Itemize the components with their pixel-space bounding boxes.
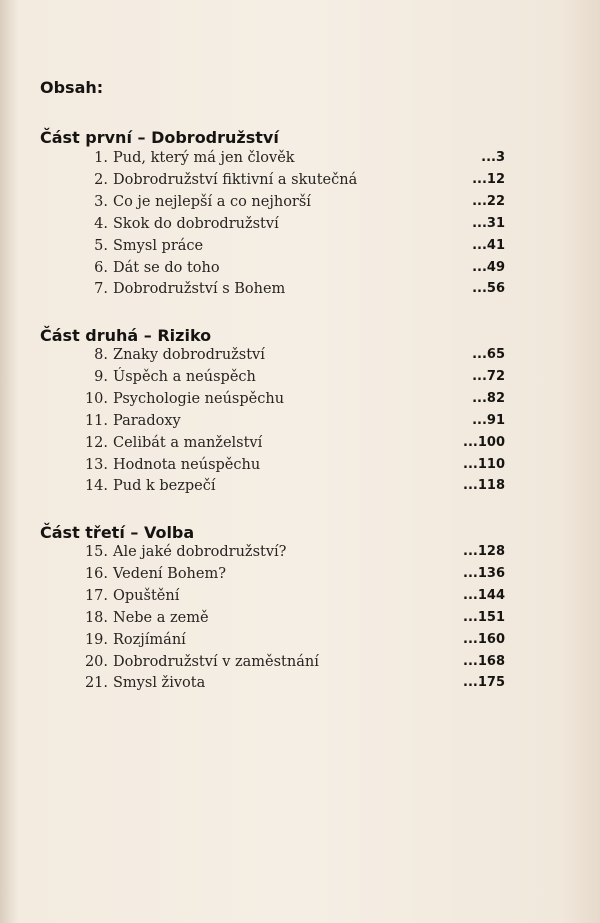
chapter-title: Celibát a manželství: [113, 434, 263, 451]
chapter-number: 12.: [84, 434, 108, 451]
chapter-number: 15.: [84, 544, 108, 560]
chapter-title: Paradoxy: [113, 412, 181, 429]
chapter-number: 1.: [94, 150, 108, 166]
chapter-title: Pud k bezpečí: [113, 478, 216, 495]
chapter-page-number: ...128: [463, 544, 505, 559]
chapter-page-number: ...65: [472, 347, 505, 362]
toc-entry: [40, 457, 505, 479]
toc-entry: [40, 194, 505, 216]
chapter-page-number: ...49: [472, 259, 505, 275]
toc-entry: [40, 216, 505, 238]
chapter-page-number: ...160: [463, 631, 505, 647]
chapter-number: 6.: [94, 259, 108, 276]
chapter-title: Opuštění: [113, 587, 180, 604]
toc-entry: [40, 610, 505, 632]
chapter-title: Dobrodružství v zaměstnání: [113, 653, 319, 670]
chapter-number: 8.: [94, 347, 108, 363]
toc-entry: [40, 435, 505, 457]
chapter-number: 4.: [94, 215, 108, 232]
chapter-page-number: ...31: [472, 215, 505, 231]
toc-entry: [40, 172, 505, 194]
chapter-number: 18.: [84, 609, 108, 626]
chapter-page-number: ...41: [472, 237, 505, 253]
chapter-page-number: ...56: [472, 281, 505, 297]
toc-entry: [40, 478, 505, 500]
chapter-page-number: ...151: [463, 609, 505, 625]
chapter-number: 9.: [94, 368, 108, 385]
chapter-page-number: ...3: [481, 150, 505, 165]
chapter-title: Smysl práce: [113, 237, 204, 254]
chapter-page-number: ...22: [472, 193, 505, 209]
toc-entry: [40, 413, 505, 435]
chapter-page-number: ...168: [463, 653, 505, 669]
chapter-number: 21.: [84, 675, 108, 692]
toc-entry: [40, 654, 505, 676]
chapter-title: Nebe a země: [113, 609, 209, 626]
chapter-number: 2.: [94, 171, 108, 188]
chapter-number: 20.: [84, 653, 108, 670]
chapter-title: Úspěch a neúspěch: [113, 368, 256, 385]
toc-entry: [40, 238, 505, 260]
chapter-page-number: ...118: [463, 478, 505, 494]
toc-entry: [40, 391, 505, 413]
chapter-page-number: ...110: [463, 456, 505, 472]
chapter-title: Skok do dobrodružství: [113, 215, 279, 232]
toc-entry: [40, 675, 505, 697]
toc-entry: [40, 347, 505, 369]
chapter-page-number: ...136: [463, 565, 505, 581]
chapter-title: Hodnota neúspěchu: [113, 456, 261, 473]
chapter-title: Smysl života: [113, 675, 206, 692]
chapter-page-number: ...144: [463, 587, 505, 603]
chapter-number: 13.: [84, 456, 108, 473]
chapter-page-number: ...82: [472, 390, 505, 406]
chapter-page-number: ...72: [472, 368, 505, 384]
chapter-title: Ale jaké dobrodružství?: [113, 544, 287, 560]
toc-entry: [40, 281, 505, 303]
chapter-title: Znaky dobrodružství: [113, 347, 265, 363]
chapter-page-number: ...175: [463, 675, 505, 691]
toc-entry: [40, 588, 505, 610]
part-heading-1: Část první – Dobrodružství: [40, 128, 279, 147]
chapter-title: Psychologie neúspěchu: [113, 390, 285, 407]
chapter-title: Vedení Bohem?: [113, 565, 226, 582]
toc-title: Obsah:: [40, 78, 104, 97]
chapter-number: 3.: [94, 193, 108, 210]
toc-entry: [40, 260, 505, 282]
chapter-number: 7.: [94, 281, 108, 298]
chapter-page-number: ...91: [472, 412, 505, 428]
chapter-number: 16.: [84, 565, 108, 582]
chapter-number: 5.: [94, 237, 108, 254]
toc-entry: [40, 544, 505, 566]
toc-entry: [40, 150, 505, 172]
chapter-number: 10.: [84, 390, 108, 407]
part-heading-2: Část druhá – Riziko: [40, 326, 212, 345]
part-heading-3: Část třetí – Volba: [40, 523, 195, 542]
chapter-title: Dobrodružství s Bohem: [113, 281, 286, 298]
chapter-title: Co je nejlepší a co nejhorší: [113, 193, 311, 210]
chapter-number: 19.: [84, 631, 108, 648]
toc-entry: [40, 632, 505, 654]
chapter-page-number: ...100: [463, 434, 505, 450]
chapter-title: Rozjímání: [113, 631, 186, 648]
toc-entry: [40, 566, 505, 588]
chapter-number: 11.: [84, 412, 108, 429]
chapter-title: Dát se do toho: [113, 259, 220, 276]
chapter-number: 17.: [84, 587, 108, 604]
chapter-number: 14.: [84, 478, 108, 495]
toc-entry: [40, 369, 505, 391]
chapter-title: Dobrodružství fiktivní a skutečná: [113, 171, 358, 188]
chapter-title: Pud, který má jen člověk: [113, 150, 295, 166]
chapter-page-number: ...12: [472, 171, 505, 187]
